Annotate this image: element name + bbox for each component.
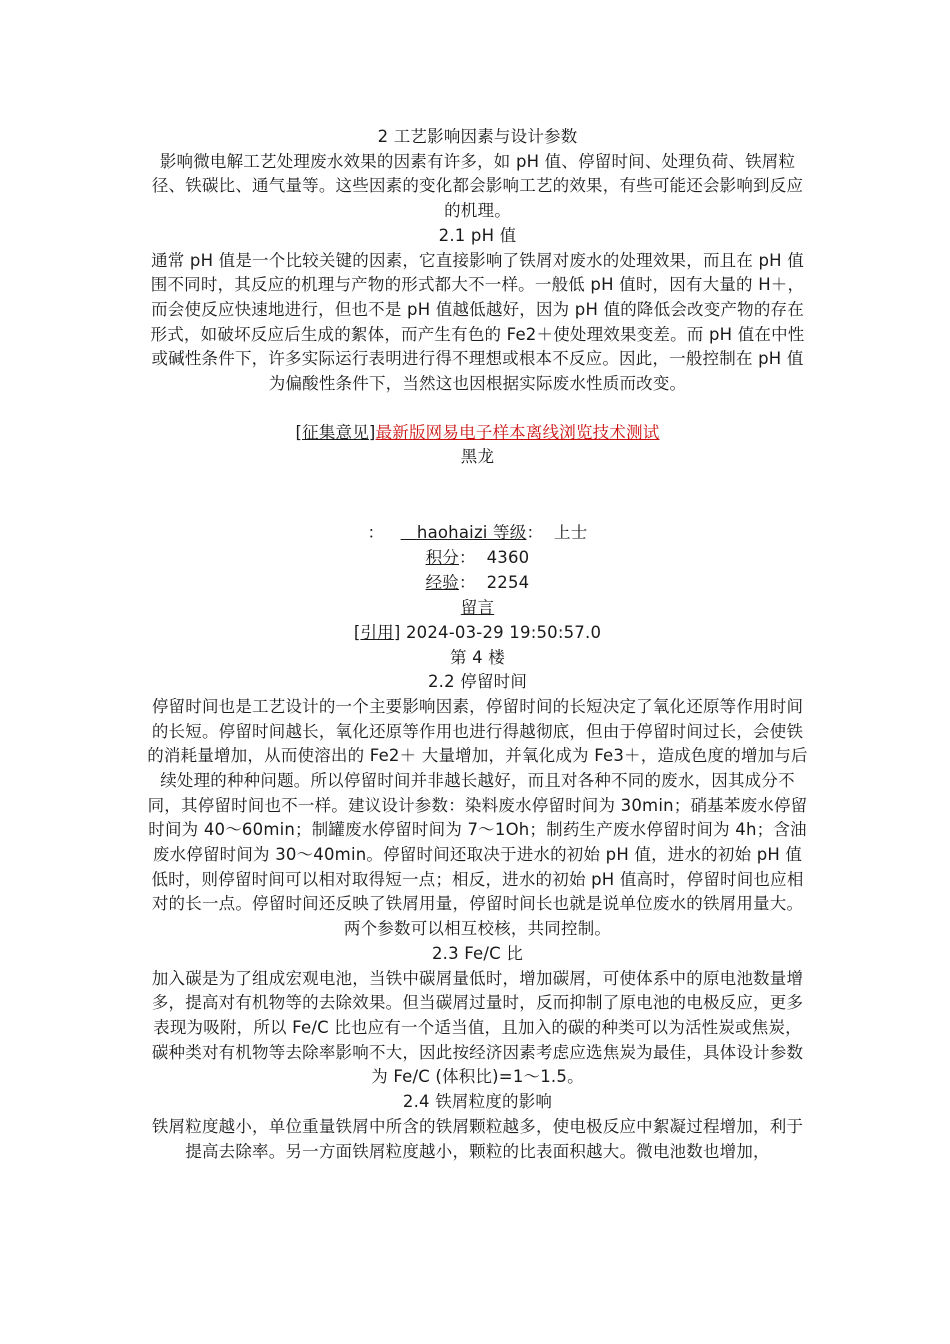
quote-link[interactable]: 引用 [360, 623, 394, 643]
level-value: 上士 [554, 523, 588, 543]
message-link[interactable]: 留言 [460, 598, 495, 618]
section-2-2-title: 2.2 停留时间 [427, 672, 528, 692]
floor-number: 第 4 楼 [450, 648, 505, 668]
section-2-1-title: 2.1 pH 值 [438, 225, 517, 245]
post-headline-line [145, 421, 810, 446]
section-2-3-title: 2.3 Fe/C 比 [431, 943, 524, 963]
points-line: 积分： 4360 [425, 548, 530, 568]
section-2-1-body: 通常 pH 值是一个比较关键的因素，它直接影响了铁屑对废水的处理效果，而且在 pH 值围不同时，其反应的机理与产物的形式都大不一样。一般低 pH 值时，因有大量的 H＋，而会使反应快速地进行，但也不是 pH 值越低越好，因为 pH 值的降低会改变产物的存在形式，如破坏反应后生成的絮体，而产生有色的 Fe2＋使处理效果变差。而 pH 值在中性或碱性条件下，许多实际运行表明进行得不理想或根本不反应。因此，一般控制在 pH 值为偏酸性条件下，当然这也因根据实际废水性质而改变。 [150, 250, 805, 394]
username-link[interactable] [401, 523, 527, 542]
section-2-4-body: 铁屑粒度越小，单位重量铁屑中所含的铁屑颗粒越多，使电极反应中絮凝过程增加，利于提高去除率。另一方面铁屑粒度越小，颗粒的比表面积越大。微电池数也增加， [151, 1116, 804, 1161]
user-info-line [145, 520, 810, 545]
points-value: 4360 [486, 548, 530, 568]
exp-value: 2254 [486, 573, 530, 593]
username: haohaizi [416, 523, 488, 543]
spacer [145, 470, 810, 520]
section-2-intro: 影响微电解工艺处理废水效果的因素有许多，如 pH 值、停留时间、处理负荷、铁屑粒径、铁碳比、通气量等。这些因素的变化都会影响工艺的效果，有些可能还会影响到反应的机理。 [151, 151, 804, 221]
message-line [145, 595, 810, 620]
document-page [145, 125, 810, 1164]
post-headline-link[interactable]: 最新版网易电子样本离线浏览技术测试 [375, 422, 660, 442]
exp-label[interactable]: 经验 [425, 573, 459, 593]
level-sep: ： [526, 523, 544, 543]
level-label: 等级 [493, 523, 527, 543]
section-2-4-title: 2.4 铁屑粒度的影响 [402, 1092, 553, 1112]
points-label[interactable]: 积分 [425, 548, 459, 568]
section-2-3-body: 加入碳是为了组成宏观电池，当铁中碳屑量低时，增加碳屑，可使体系中的原电池数量增多，提高对有机物等的去除效果。但当碳屑过量时，反而抑制了原电池的电极反应，更多表现为吸附，所以 Fe/C 比也应有一个适当值，且加入的碳的种类可以为活性炭或焦炭，碳种类对有机物等去除率影响不大，因此按经济因素考虑应选焦炭为最佳，具体设计参数为 Fe/C (体积比)=1～1.5。 [151, 968, 804, 1087]
post-timestamp: 2024-03-29 19:50:57.0 [405, 623, 602, 643]
section-2-2-body: 停留时间也是工艺设计的一个主要影响因素，停留时间的长短决定了氧化还原等作用时间的长短。停留时间越长，氧化还原等作用也进行得越彻底，但由于停留时间过长，会使铁的消耗量增加，从而使溶出的 Fe2＋ 大量增加，并氧化成为 Fe3＋，造成色度的增加与后续处理的种种问题。所以停留时间并非越长越好，而且对各种不同的废水，因其成分不同，其停留时间也不一样。建议设计参数：染料废水停留时间为 30min；硝基苯废水停留时间为 40～60min；制罐废水停留时间为 7～1Oh；制药生产废水停留时间为 4h；含油废水停留时间为 30～40min。停留时间还取决于进水的初始 pH 值，进水的初始 pH 值低时，则停留时间可以相对取得短一点；相反，进水的初始 pH 值高时，停留时间也应相对的长一点。停留时间还反映了铁屑用量，停留时间长也就是说单位废水的铁屑用量大。两个参数可以相互校核，共同控制。 [147, 696, 808, 939]
quote-line: [引用] 2024-03-29 19:50:57.0 [353, 623, 602, 643]
post-tag-link[interactable]: [征集意见] [295, 422, 376, 442]
exp-line: 经验： 2254 [425, 573, 530, 593]
post-author: 黑龙 [460, 447, 495, 467]
spacer [145, 397, 810, 421]
user-colon: ： [367, 523, 385, 543]
section-2-title: 2 工艺影响因素与设计参数 [377, 127, 578, 146]
